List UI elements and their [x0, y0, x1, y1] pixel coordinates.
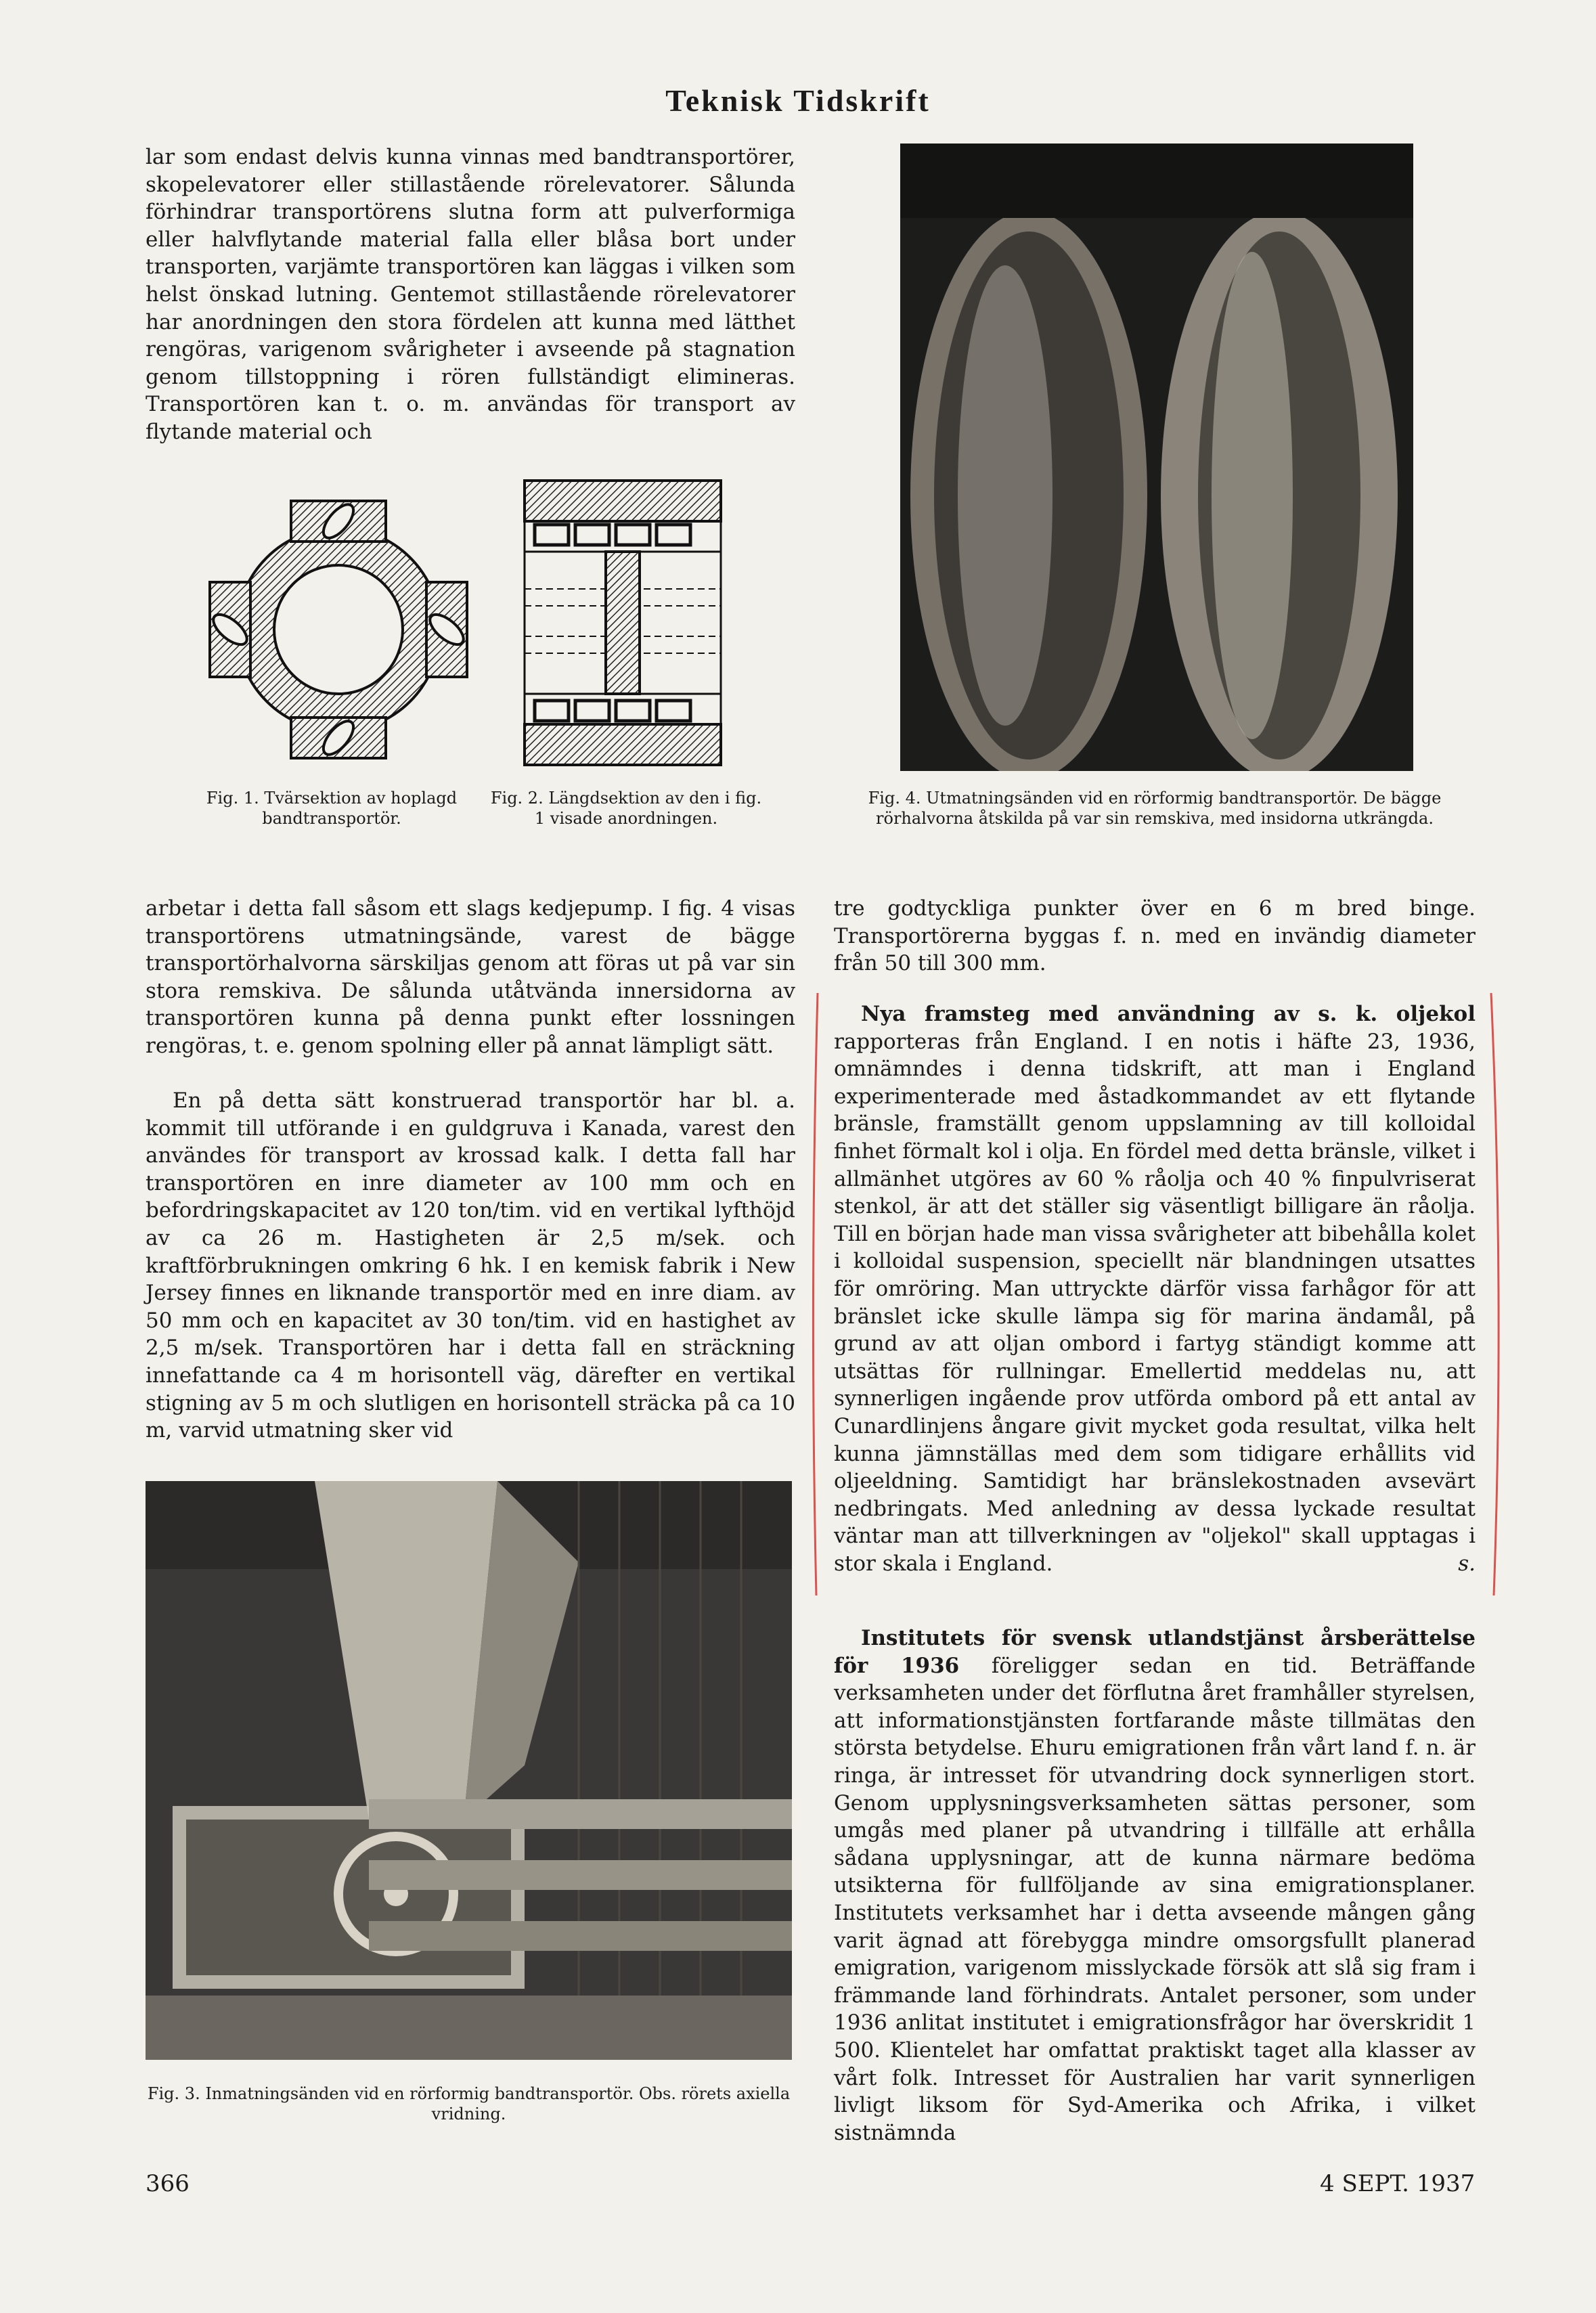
issue-date: 4 SEPT. 1937: [1320, 2170, 1476, 2197]
left-paragraph-2: arbetar i detta fall såsom ett slags kedjepump. I fig. 4 visas transportörens utmatningsände, varest de bägge transportörhalvorna särskiljas genom att föras ut på var sin stora remskiva. De sålunda utåtvända innersidorna av transportören kunna på denna punkt efter lossningen rengöras, t. e. genom spolning eller på annat lämpligt sätt.: [146, 896, 795, 1058]
fig3-caption: Fig. 3. Inmatningsänden vid en rörformig bandtransportör. Obs. rörets axiella vridning.: [147, 2084, 791, 2123]
left-red-margin-mark: [804, 990, 824, 1599]
oljekol-text: rapporteras från England. I en notis i häfte 23, 1936, omnämndes i denna tidskrift, att man i England experimenterade med åstadkommandet av ett flytande bränsle, framställt genom uppslamning av till kolloidal finhet förmalt kol i olja. En fördel med detta bränsle, vilket i allmänhet utgöres av 60 % råolja och 40 % finpulvriserat stenkol, är att det ställer sig väsentligt billigare än råolja. Till en början hade man vissa svårigheter att bibehålla kolet i kolloidal suspension, speciellt när blandningen utsattes för omröring. Man uttryckte därför vissa farhågor för att bränslet icke skulle lämpa sig för marina ändamål, på grund av att oljan ombord i fartyg ständigt komme att utsättas för rullningar. Emellertid meddelas nu, att synnerligen ingående prov utförda ombord på ett antal av Cunardlinjens ångare givit mycket goda resultat, vilka helt kunna jämnställas med dem som tidigare erhållits vid oljeeldning. Samtidigt har bränslekostnaden avsevärt nedbringats. Med anledning av dessa lyckade resultat väntar man att tillverkningen av "oljekol" skall upptagas i stor skala i England.: [834, 1029, 1476, 1576]
fig2-longitudinal-section-drawing: [521, 477, 724, 768]
left-paragraph-1: lar som endast delvis kunna vinnas med bandtransportörer, skopelevatorer eller stillastående rörelevatorer. Sålunda förhindrar transportörens slutna form att pulverformiga eller halvflytande material falla eller blåsa bort under transporten, varjämte transportören kan läggas i vilken som helst önskad lutning. Gentemot stillastående rörelevatorer har anordningen den stora fördelen att kunna med lätthet rengöras, varigenom svårigheter i avseende på stagnation genom tillstoppning i rören fullständigt elimineras. Transportören kan t. o. m. användas för transport av flytande material och: [146, 145, 795, 444]
oljekol-signature: s.: [1458, 1551, 1476, 1576]
left-paragraph-3: En på detta sätt konstruerad transportör har bl. a. kommit till utförande i en guldgruva i Kanada, varest den användes för transport av krossad kalk. I detta fall har transportören en inre diameter av 100 mm och en befordringskapacitet av 120 ton/tim. vid en vertikal lyfthöjd av ca 26 m. Hastigheten är 2,5 m/sek. och kraftförbrukningen omkring 6 hk. I en kemisk fabrik i New Jersey finnes en liknande transportör med en inre diam. av 50 mm och en kapacitet av 30 ton/tim. vid en hastighet av 2,5 m/sek. Transportören har i detta fall en sträckning innefattande ca 4 m horisontell väg, därefter en vertikal stigning av 5 m och slutligen en horisontell sträcka på ca 10 m, varvid utmatning sker vid: [146, 1088, 795, 1443]
journal-header: Teknisk Tidskrift: [665, 83, 931, 118]
institut-article: [834, 1625, 1476, 2146]
fig3-photo-illustration: [146, 1481, 792, 2060]
fig3-photo: [146, 1481, 792, 2060]
right-paragraph-1: tre godtyckliga punkter över en 6 m bred binge. Transportörerna byggas f. n. med en invändig diameter från 50 till 300 mm.: [834, 896, 1476, 976]
page-number: 366: [146, 2170, 190, 2197]
right-red-margin-mark: [1486, 990, 1513, 1599]
fig4-photo: [900, 144, 1413, 771]
institut-heading: Institutets för svensk utlandstjänst årsberättelse för 1936: [834, 1626, 1476, 1678]
oljekol-heading: Nya framsteg med användning av s. k. oljekol: [861, 1002, 1476, 1026]
fig1-cross-section-drawing: [196, 487, 481, 772]
fig4-caption: Fig. 4. Utmatningsänden vid en rörformig bandtransportör. De bägge rörhalvorna åtskilda på var sin remskiva, med insidorna utkrängda.: [868, 789, 1442, 828]
institut-text: föreligger sedan en tid. Beträffande verksamheten under det förflutna året framhåller styrelsen, att informationstjänsten fortfarande måste tillmätas den största betydelse. Ehuru emigrationen från vårt land f. n. är ringa, är intresset för utvandring dock synnerligen stort. Genom upplysningsverksamheten sättas personer, som umgås med planer på utvandring i tillfälle att erhålla sådana upplysningar, att de kunna närmare bedöma utsikterna för fullföljande av sina emigrationsplaner. Institutets verksamhet har i detta avseende mången gång varit ägnad att förebygga mindre omsorgsfullt planerad emigration, varigenom misslyckade försök att slå sig fram i främmande land förhindrats. Antalet personer, som under 1936 anlitat institutet i emigrationsfrågor har överskridit 1 500. Klientelet har omfattat praktiskt taget alla klasser av vårt folk. Intresset för Australien har varit synnerligen livligt liksom för Syd-Amerika och Afrika, i vilket sistnämnda: [834, 1653, 1476, 2145]
fig4-photo-illustration: [900, 144, 1413, 771]
fig2-caption: Fig. 2. Längdsektion av den i fig. 1 visade anordningen.: [490, 789, 762, 828]
fig1-caption: Fig. 1. Tvärsektion av hoplagd bandtransportör.: [206, 789, 458, 828]
oljekol-article: [834, 1000, 1476, 1577]
